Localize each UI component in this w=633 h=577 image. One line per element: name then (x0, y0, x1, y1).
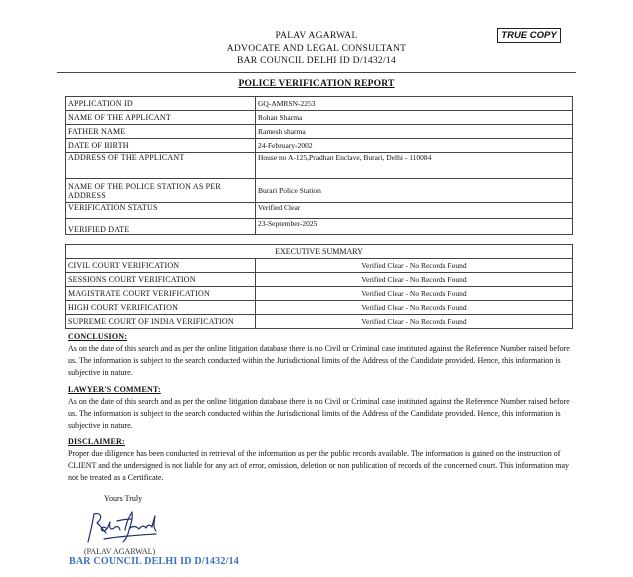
bar-council-id: BAR COUNCIL DELHI ID D/1432/14 (236, 56, 397, 66)
table-row (66, 111, 573, 125)
disclaimer-text: Proper due diligence has been conducted in retrieval of the information as per the public records available. The information is gained on the instruction of CLIENT and the undersigned is not liable for any act of error, omission, deletion or non publication of records of the concerned court. This information may not be treated as a Certificate. (68, 449, 570, 482)
signature-image (82, 506, 162, 548)
yours-truly: Yours Truly (104, 494, 143, 503)
summary-label: SESSIONS COURT VERIFICATION (66, 273, 256, 287)
detail-value: 23-September-2025 (256, 219, 573, 235)
table-row (66, 301, 573, 315)
conclusion-heading: CONCLUSION: (68, 332, 128, 341)
summary-value: Verified Clear - No Records Found (256, 259, 573, 273)
detail-value: Burari Police Station (256, 179, 573, 203)
disclaimer-heading: DISCLAIMER: (68, 437, 125, 446)
detail-label: FATHER NAME (66, 125, 256, 139)
detail-value: Verified Clear (256, 203, 573, 219)
header-divider (57, 72, 576, 73)
detail-label: NAME OF THE POLICE STATION AS PER ADDRESS (66, 179, 256, 203)
advocate-designation: ADVOCATE AND LEGAL CONSULTANT (226, 43, 407, 54)
signer-bar-council-id: BAR COUNCIL DELHI ID D/1432/14 (69, 556, 239, 567)
summary-value: Verified Clear - No Records Found (256, 273, 573, 287)
table-row (66, 245, 573, 259)
table-row (66, 259, 573, 273)
executive-summary-table (65, 244, 573, 329)
table-row (66, 139, 573, 153)
summary-value: Verified Clear - No Records Found (256, 301, 573, 315)
detail-label: VERIFIED DATE (66, 219, 256, 235)
summary-label: CIVIL COURT VERIFICATION (66, 259, 256, 273)
detail-label: ADDRESS OF THE APPLICANT (66, 153, 256, 179)
summary-title: EXECUTIVE SUMMARY (66, 245, 573, 259)
summary-value: Verified Clear - No Records Found (256, 287, 573, 301)
table-row (66, 179, 573, 203)
detail-label: NAME OF THE APPLICANT (66, 111, 256, 125)
report-title: POLICE VERIFICATION REPORT (238, 79, 395, 89)
summary-label: MAGISTRATE COURT VERIFICATION (66, 287, 256, 301)
lawyers-comment-heading: LAWYER'S COMMENT: (68, 385, 161, 394)
table-row (66, 97, 573, 111)
table-row (66, 273, 573, 287)
table-row (66, 219, 573, 235)
detail-value: Ramesh sharma (256, 125, 573, 139)
table-row (66, 315, 573, 329)
detail-value: House no A-125,Pradhan Enclave, Burari, Delhi - 110084 (256, 153, 573, 179)
table-row (66, 287, 573, 301)
advocate-name: PALAV AGARWAL (275, 31, 358, 41)
summary-value: Verified Clear - No Records Found (256, 315, 573, 329)
detail-label: DATE OF BIRTH (66, 139, 256, 153)
summary-label: HIGH COURT VERIFICATION (66, 301, 256, 315)
applicant-details-table (65, 96, 573, 235)
detail-value: GQ-AMRSN-2253 (256, 97, 573, 111)
detail-value: Rohan Sharma (256, 111, 573, 125)
conclusion-text: As on the date of this search and as per the online litigation database there is no Civil or Criminal case instituted against the Reference Number raised before us. The information is subject to the search conducted within the Jurisdictional limits of the Address of the Candidate provided. Hence, this information is subjective in nature. (68, 344, 570, 377)
signer-name: (PALAV AGARWAL) (84, 547, 156, 556)
detail-value: 24-February-2002 (256, 139, 573, 153)
lawyers-comment-text: As on the date of this search and as per the online litigation database there is no Civil or Criminal case instituted against the Reference Number raised before us. The information is subject to the search conducted within the Jurisdictional limits of the Address of the Candidate provided. Hence, this information is subjective in nature. (68, 397, 570, 430)
true-copy-stamp: TRUE COPY (497, 28, 561, 43)
table-row (66, 203, 573, 219)
detail-label: APPLICATION ID (66, 97, 256, 111)
summary-label: SUPREME COURT OF INDIA VERIFICATION (66, 315, 256, 329)
table-row (66, 125, 573, 139)
table-row (66, 153, 573, 179)
detail-label: VERIFICATION STATUS (66, 203, 256, 219)
